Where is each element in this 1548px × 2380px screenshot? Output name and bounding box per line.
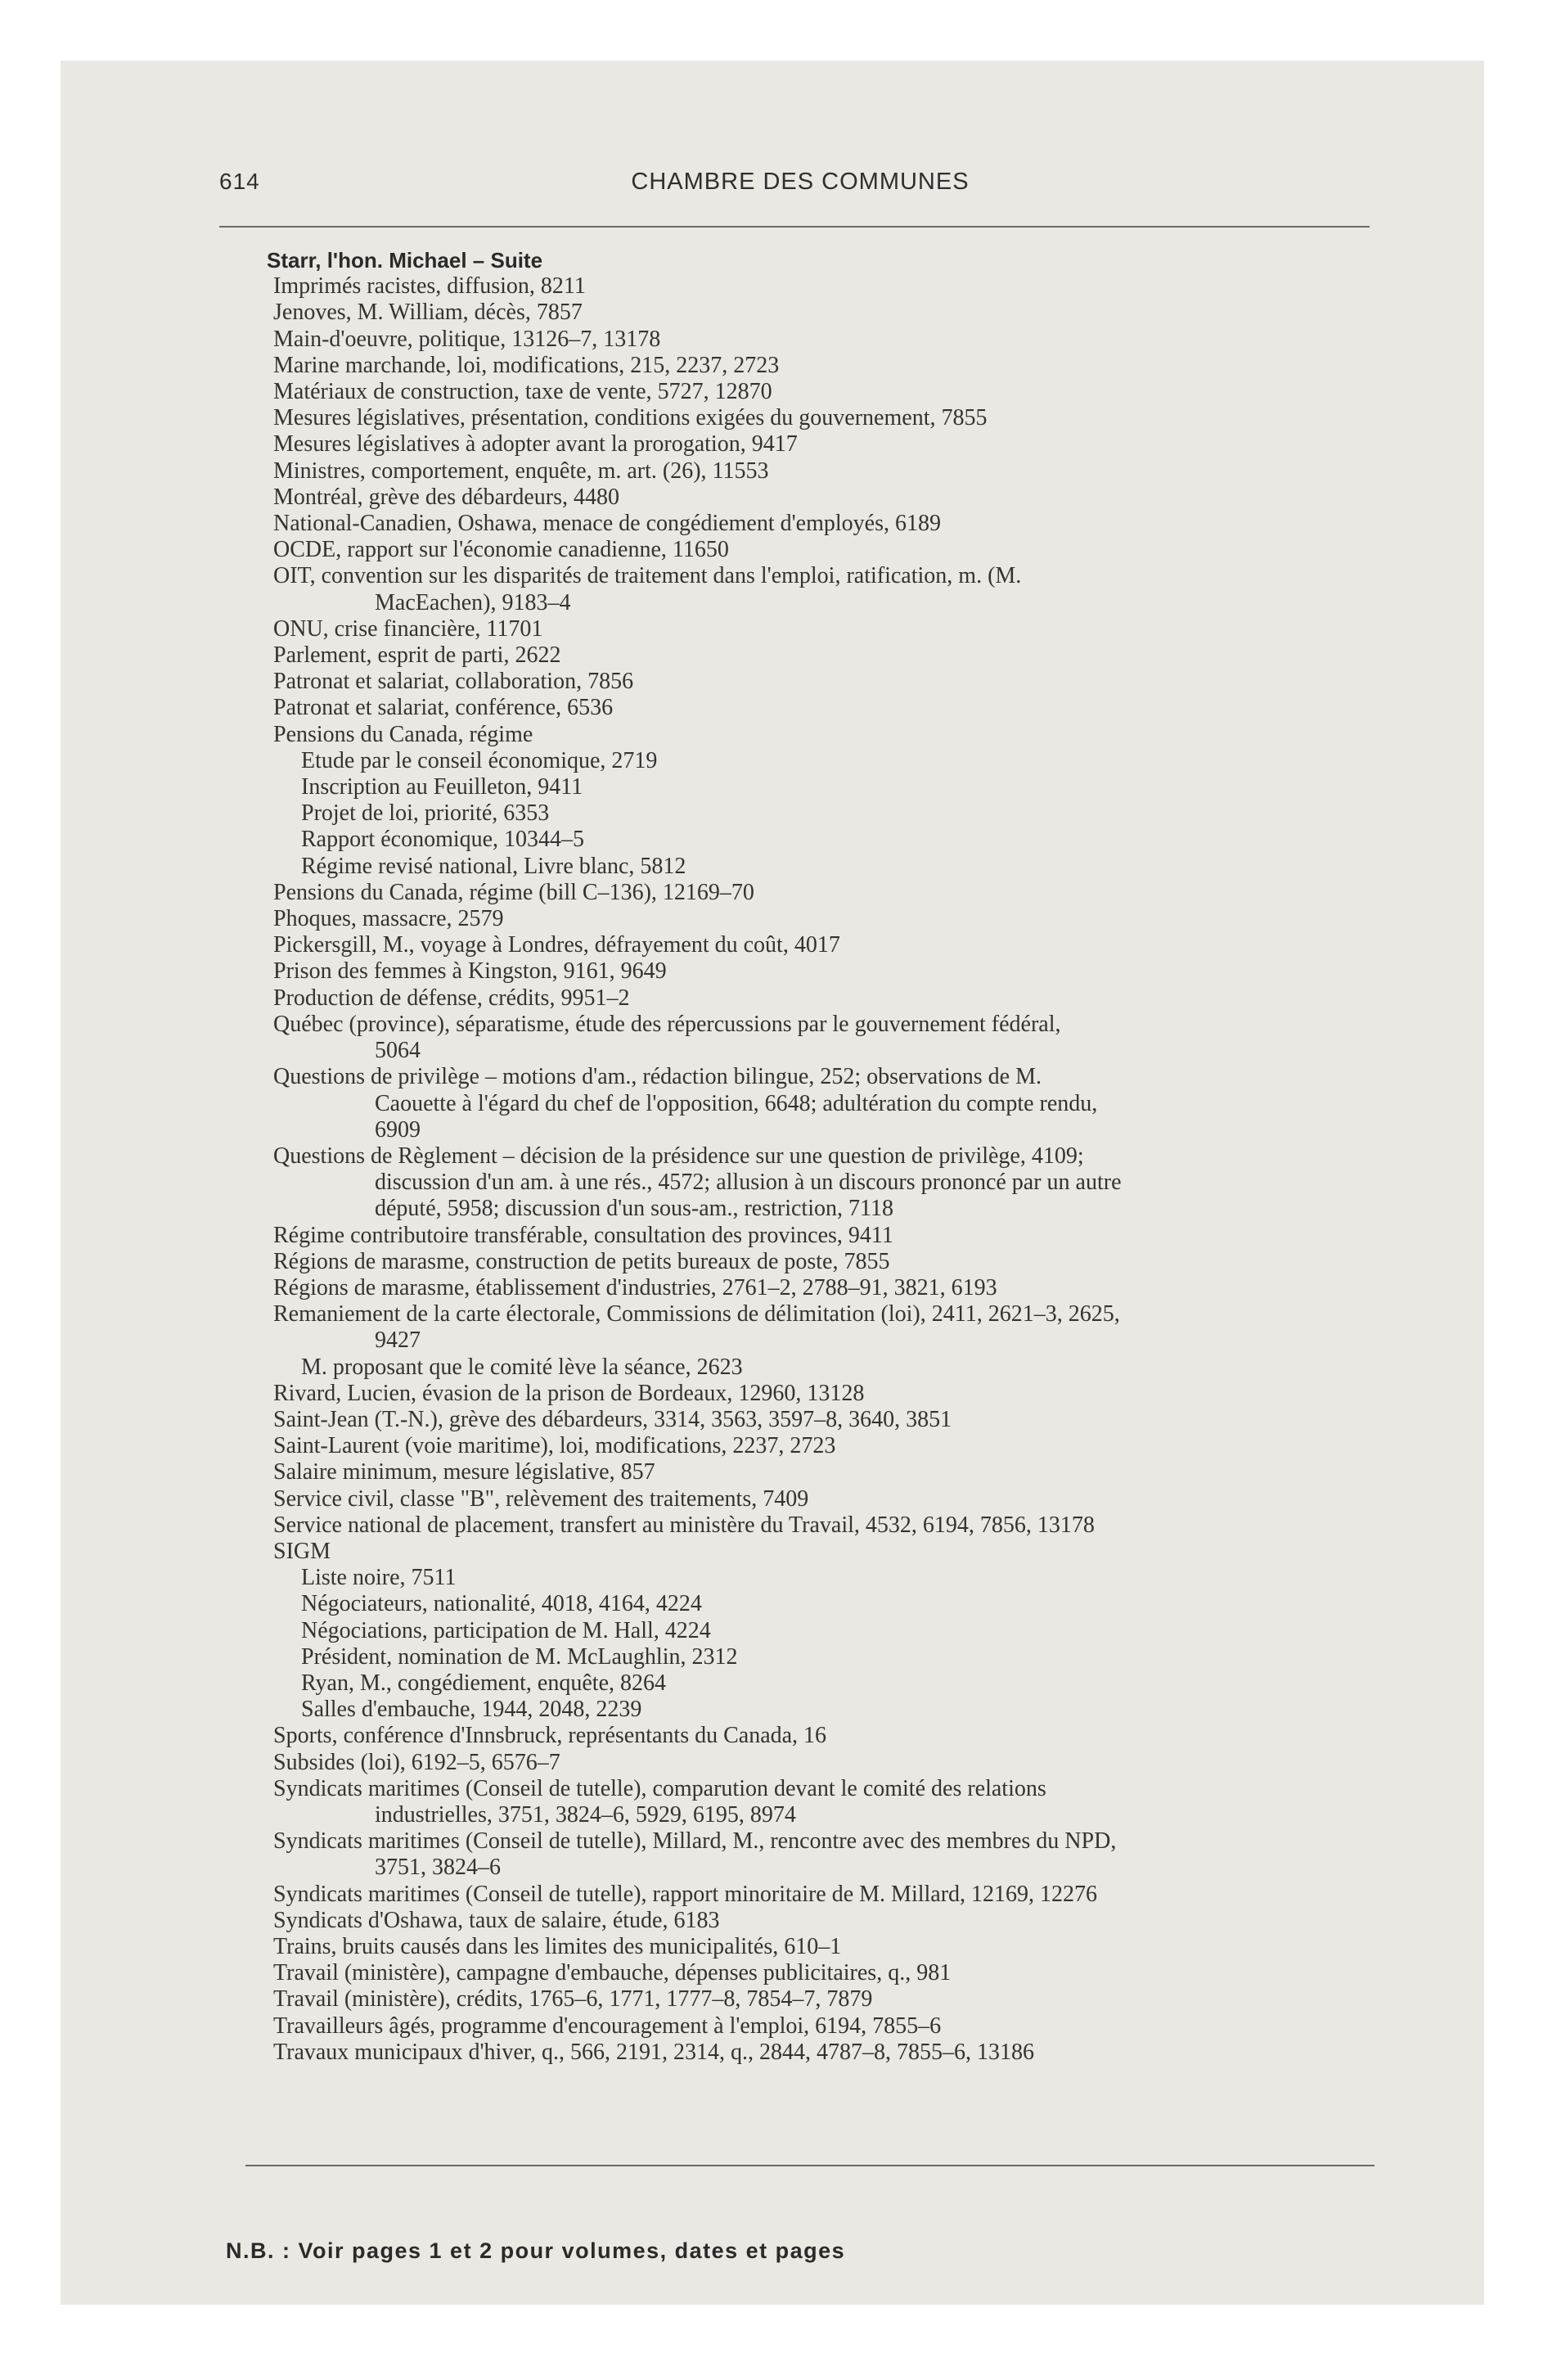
index-entry: Ministres, comportement, enquête, m. art. (26), 11553 [273,458,769,484]
index-entry: Matériaux de construction, taxe de vente, 5727, 12870 [273,379,772,405]
index-subentry: Inscription au Feuilleton, 9411 [301,774,583,800]
index-entry-continuation: discussion d'un am. à une rés., 4572; allusion à un discours prononcé par un autre [375,1170,1122,1196]
index-entry: Régions de marasme, construction de petits bureaux de poste, 7855 [273,1248,890,1274]
index-entry: Production de défense, crédits, 9951–2 [273,985,630,1011]
index-entry: Pickersgill, M., voyage à Londres, défrayement du coût, 4017 [273,932,840,958]
index-entry: Patronat et salariat, conférence, 6536 [273,695,614,721]
index-entry-continuation: Caouette à l'égard du chef de l'opposition, 6648; adultération du compte rendu, [375,1090,1098,1116]
index-entry: Travail (ministère), campagne d'embauche, dépenses publicitaires, q., 981 [273,1960,952,1986]
index-entry: Jenoves, M. William, décès, 7857 [273,300,583,326]
index-entry: Saint-Laurent (voie maritime), loi, modifications, 2237, 2723 [273,1433,836,1459]
index-entry: Travail (ministère), crédits, 1765–6, 1771, 1777–8, 7854–7, 7879 [273,1986,873,2013]
index-entry: Subsides (loi), 6192–5, 6576–7 [273,1749,560,1775]
index-entry-continuation: industrielles, 3751, 3824–6, 5929, 6195, 8974 [375,1801,796,1828]
index-subentry: Rapport économique, 10344–5 [301,827,585,853]
index-entry: Syndicats maritimes (Conseil de tutelle), Millard, M., rencontre avec des membres du NPD, [273,1828,1117,1855]
footer-rule [245,2165,1375,2166]
index-entry-continuation: 6909 [375,1116,421,1143]
index-entry: OIT, convention sur les disparités de traitement dans l'emploi, ratification, m. (M. [273,563,1022,589]
index-subentry: M. proposant que le comité lève la séance, 2623 [301,1354,743,1380]
index-entries [267,273,1429,2066]
index-entry: Saint-Jean (T.-N.), grève des débardeurs, 3314, 3563, 3597–8, 3640, 3851 [273,1406,952,1432]
index-entry: Syndicats d'Oshawa, taux de salaire, étude, 6183 [273,1907,720,1933]
index-subentry: Ryan, M., congédiement, enquête, 8264 [301,1670,666,1696]
index-entry-continuation: MacEachen), 9183–4 [375,589,571,615]
index-entry: SIGM [273,1538,331,1564]
index-entry: Marine marchande, loi, modifications, 215, 2237, 2723 [273,352,780,378]
index-entry: Mesures législatives, présentation, conditions exigées du gouvernement, 7855 [273,405,988,431]
index-heading: Starr, l'hon. Michael – Suite [267,248,543,273]
index-entry: Régime contributoire transférable, consultation des provinces, 9411 [273,1222,893,1248]
footer-note: N.B. : Voir pages 1 et 2 pour volumes, dates et pages [226,2238,846,2263]
index-entry-continuation: 3751, 3824–6 [375,1855,501,1881]
index-entry: Questions de Règlement – décision de la présidence sur une question de privilège, 4109; [273,1143,1084,1169]
index-entry: Régions de marasme, établissement d'industries, 2761–2, 2788–91, 3821, 6193 [273,1274,997,1300]
index-entry: Pensions du Canada, régime (bill C–136), 12169–70 [273,879,754,905]
index-subentry: Liste noire, 7511 [301,1565,457,1591]
index-entry: Phoques, massacre, 2579 [273,906,504,932]
index-entry: Parlement, esprit de parti, 2622 [273,642,561,669]
index-entry: OCDE, rapport sur l'économie canadienne, 11650 [273,537,729,563]
index-entry: Mesures législatives à adopter avant la prorogation, 9417 [273,431,798,458]
index-entry: Salaire minimum, mesure législative, 857 [273,1459,655,1485]
index-entry: Service civil, classe "B", relèvement des traitements, 7409 [273,1485,809,1512]
index-entry: Questions de privilège – motions d'am., rédaction bilingue, 252; observations de M. [273,1064,1042,1090]
index-entry: Montréal, grève des débardeurs, 4480 [273,484,619,510]
page-header [219,169,1365,201]
index-subentry: Salles d'embauche, 1944, 2048, 2239 [301,1697,642,1723]
index-entry: Service national de placement, transfert au ministère du Travail, 4532, 6194, 7856, 13178 [273,1512,1095,1538]
index-entry: Syndicats maritimes (Conseil de tutelle), rapport minoritaire de M. Millard, 12169, 12276 [273,1881,1098,1907]
index-subentry: Etude par le conseil économique, 2719 [301,747,658,773]
index-entry: Remaniement de la carte électorale, Commissions de délimitation (loi), 2411, 2621–3, 2625, [273,1301,1120,1327]
index-entry: Main-d'oeuvre, politique, 13126–7, 13178 [273,326,661,352]
header-rule [219,226,1370,228]
index-subentry: Projet de loi, priorité, 6353 [301,800,550,827]
index-entry-continuation: député, 5958; discussion d'un sous-am., restriction, 7118 [375,1196,893,1222]
page-number: 614 [219,169,260,194]
index-subentry: Régime revisé national, Livre blanc, 5812 [301,853,686,879]
index-entry: Syndicats maritimes (Conseil de tutelle), comparution devant le comité des relations [273,1775,1046,1801]
index-entry: Trains, bruits causés dans les limites des municipalités, 610–1 [273,1934,842,1959]
index-entry-continuation: 5064 [375,1038,421,1064]
index-subentry: Négociations, participation de M. Hall, 4224 [301,1617,711,1643]
running-title: CHAMBRE DES COMMUNES [631,169,970,195]
index-entry: Sports, conférence d'Innsbruck, représentants du Canada, 16 [273,1723,827,1749]
index-entry: Prison des femmes à Kingston, 9161, 9649 [273,958,667,985]
index-entry: Pensions du Canada, régime [273,721,533,747]
index-entry: ONU, crise financière, 11701 [273,615,543,642]
index-content [267,247,1429,2066]
index-entry: National-Canadien, Oshawa, menace de congédiement d'employés, 6189 [273,511,941,537]
index-entry: Travaux municipaux d'hiver, q., 566, 2191, 2314, q., 2844, 4787–8, 7855–6, 13186 [273,2039,1034,2065]
index-subentry: Négociateurs, nationalité, 4018, 4164, 4224 [301,1591,702,1617]
index-subentry: Président, nomination de M. McLaughlin, 2312 [301,1643,738,1670]
index-entry: Québec (province), séparatisme, étude des répercussions par le gouvernement fédéral, [273,1011,1061,1037]
index-entry: Travailleurs âgés, programme d'encouragement à l'emploi, 6194, 7855–6 [273,2013,942,2039]
index-entry: Rivard, Lucien, évasion de la prison de Bordeaux, 12960, 13128 [273,1380,865,1406]
index-entry: Imprimés racistes, diffusion, 8211 [273,273,586,300]
index-entry: Patronat et salariat, collaboration, 7856 [273,669,634,695]
index-entry-continuation: 9427 [375,1327,421,1354]
